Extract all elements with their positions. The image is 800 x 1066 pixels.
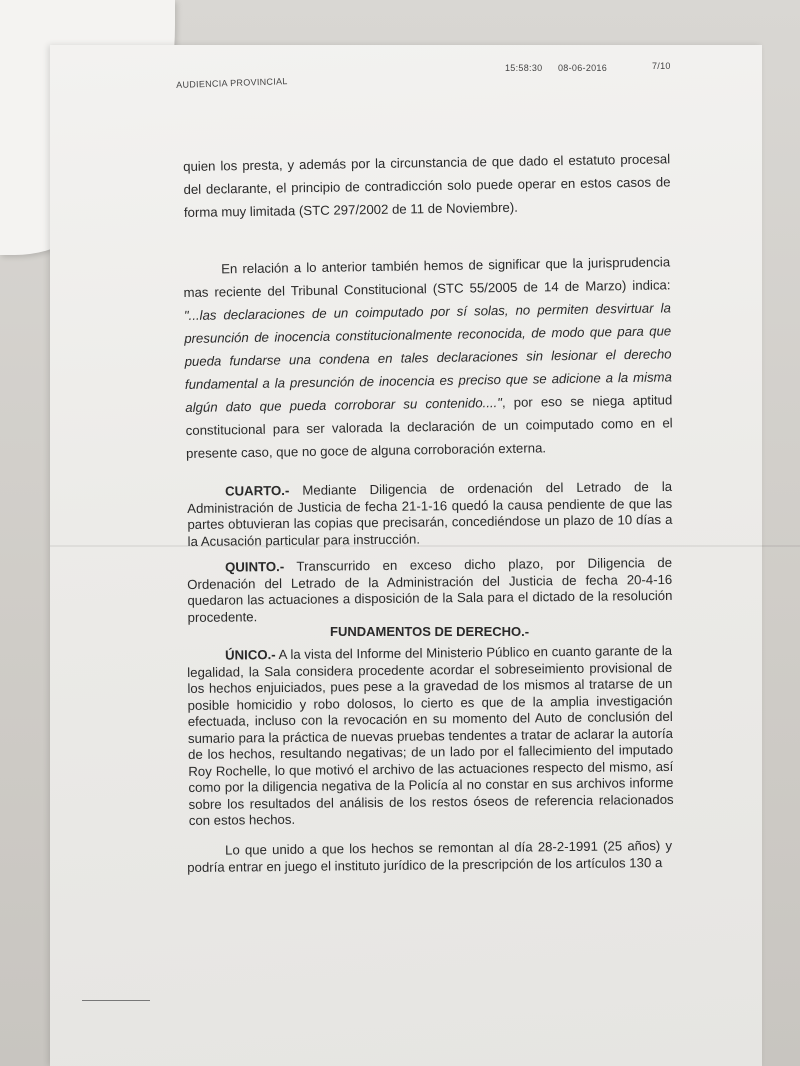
paragraph-cuarto [187, 479, 673, 550]
cuarto-text: Mediante Diligencia de ordenación del Letrado de la Administración de Justicia de fecha 21-1-16 quedó la causa pendiente de que las partes obtuvieran las copias que precisarán, concediéndose un plazo de 10 días a la Acusación particular para instrucción. [187, 478, 673, 549]
section-title: FUNDAMENTOS DE DERECHO.- [330, 624, 530, 639]
court-header: AUDIENCIA PROVINCIAL [176, 76, 288, 90]
page-number: 7/10 [652, 61, 671, 71]
footer-rule [82, 1000, 150, 1001]
paragraph-2-rest: , por eso se niega aptitud constitucional para ser valorada la declaración de un coimputado como en el presente caso, que no goce de alguna corroboración externa. [185, 392, 673, 461]
quinto-text: Transcurrido en exceso dicho plazo, por Diligencia de Ordenación del Letrado de la Administración del Justicia de fecha 20-4-16 quedaron las actuaciones a disposición de la Sala para el dictado de la resolución procedente. [187, 554, 673, 625]
paragraph-2 [183, 250, 673, 465]
quinto-label: QUINTO.- [224, 558, 285, 575]
cuarto-label: CUARTO.- [224, 482, 290, 499]
paragraph-2-intro: En relación a lo anterior también hemos de significar que la jurisprudencia mas reciente del Tribunal Constitucional (STC 55/2005 de 14 de Marzo) indica: [183, 254, 671, 300]
paragraph-quinto [187, 555, 673, 626]
paragraph-2-quote: "...las declaraciones de un coimputado por sí solas, no permiten desvirtuar la presunción de inocencia constitucionalmente reconocida, de modo que para que pueda fundarse una condena en tales declaraciones sin lesionar el derecho fundamental a la presunción de inocencia es preciso que se adicione a la misma algún dato que pueda corroborar su contenido...." [183, 300, 673, 415]
unico-text: A la vista del Informe del Ministerio Público en cuanto garante de la legalidad, la Sala considera procedente acordar el sobreseimiento provisional de los hechos enjuiciados, pues pese a la gravedad de los mismos al tratarse de un posible homicidio y robo dolosos, lo cierto es que de la amplia investigación efectuada, incluso con la revocación en su momento del Auto de conclusión del sumario para la práctica de nuevas pruebas tendentes a tratar de aclarar la autoría de los hechos, resultando negativas; de un lado por el fallecimiento del imputado Roy Rochelle, lo que motivó el archivo de las actuaciones respecto del mismo, así como por la diligencia negativa de la Policía al no constar en sus archivos informe sobre los resultados del análisis de los restos óseos de referencia relacionados con estos hechos. [187, 642, 674, 828]
unico-label: ÚNICO.- [224, 647, 276, 663]
fax-date: 08-06-2016 [558, 63, 608, 73]
paragraph-1: quien los presta, y además por la circunstancia de que dado el estatuto procesal del declarante, el principio de contradicción solo puede operar en estos casos de forma muy limitada (STC 297/2002 de 11 de Noviembre). [183, 151, 671, 220]
paragraph-unico [187, 643, 674, 830]
paragraph-final: Lo que unido a que los hechos se remontan al día 28-2-1991 (25 años) y podría entrar en juego el instituto jurídico de la prescripción de los artículos 130 a [187, 837, 673, 875]
fax-time: 15:58:30 [505, 63, 543, 73]
